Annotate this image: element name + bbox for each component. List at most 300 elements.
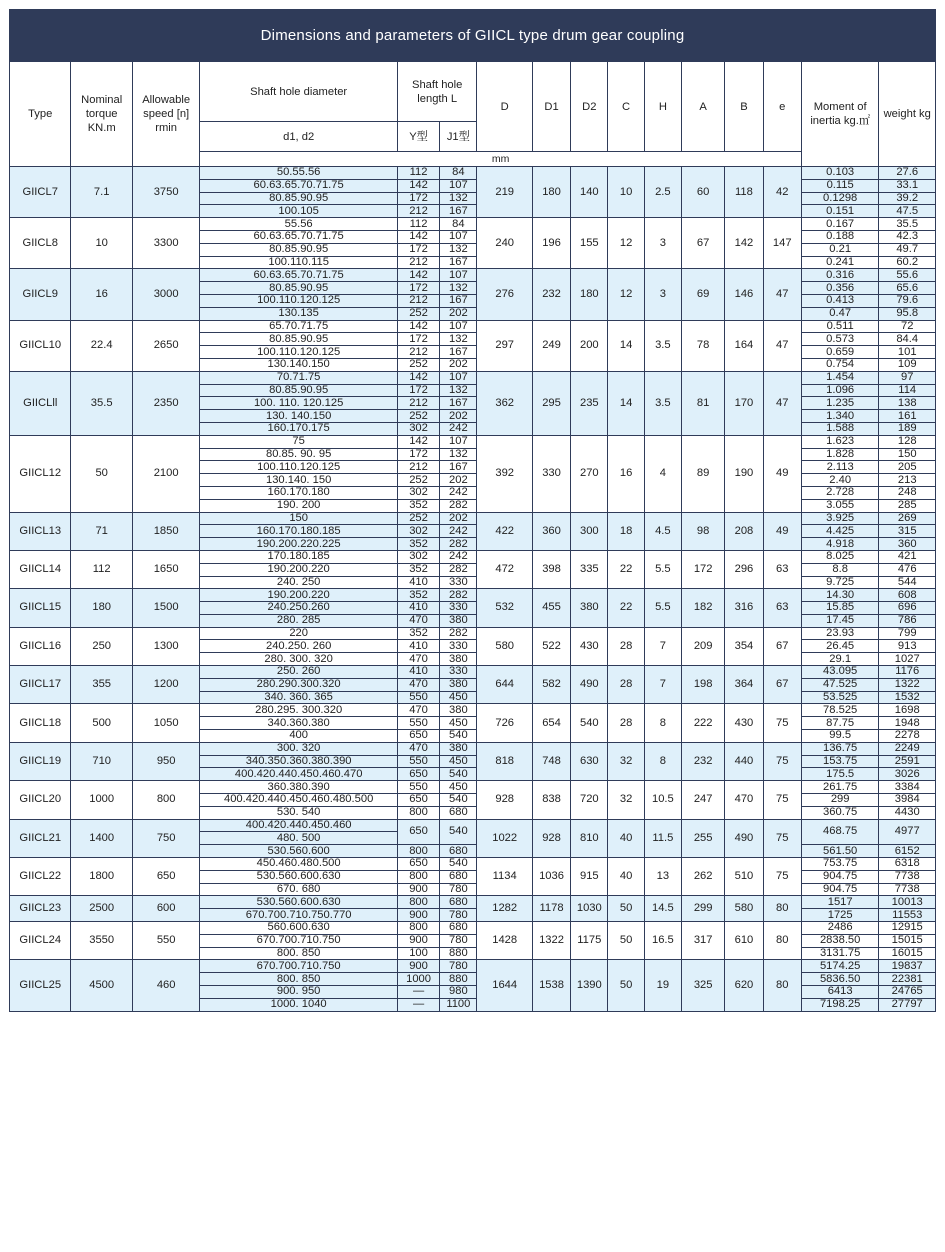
inertia-cell: 53.525 xyxy=(801,691,879,704)
table-row xyxy=(10,819,936,832)
inertia-cell: 1725 xyxy=(801,909,879,922)
diameter-cell: 340. 360. 365 xyxy=(200,691,397,704)
dim-b-cell: 440 xyxy=(725,742,763,780)
dim-c-cell: 50 xyxy=(608,960,644,1011)
weight-cell: 24765 xyxy=(879,986,936,999)
y-length-cell: 550 xyxy=(397,691,439,704)
dim-d2-cell: 630 xyxy=(571,742,608,780)
y-length-cell: 1000 xyxy=(397,973,439,986)
dim-e-cell: 63 xyxy=(763,589,801,627)
type-cell: GIICL12 xyxy=(10,435,71,512)
diameter-cell: 670.700.710.750.770 xyxy=(200,909,397,922)
diameter-cell: 400.420.440.450.460.480.500 xyxy=(200,794,397,807)
y-length-cell: 212 xyxy=(397,397,439,410)
inertia-cell: 5174.25 xyxy=(801,960,879,973)
inertia-cell: 2838.50 xyxy=(801,934,879,947)
inertia-cell: 468.75 xyxy=(801,819,879,845)
speed-cell: 2100 xyxy=(132,435,200,512)
diameter-cell: 480. 500 xyxy=(200,832,397,845)
diameter-cell: 560.600.630 xyxy=(200,922,397,935)
weight-cell: 7738 xyxy=(879,883,936,896)
y-length-cell: 550 xyxy=(397,781,439,794)
weight-cell: 913 xyxy=(879,640,936,653)
inertia-cell: 261.75 xyxy=(801,781,879,794)
diameter-cell: 800. 850 xyxy=(200,947,397,960)
header-j1-type: J1型 xyxy=(440,122,477,152)
inertia-cell: 904.75 xyxy=(801,870,879,883)
type-cell: GIICL7 xyxy=(10,167,71,218)
weight-cell: 22381 xyxy=(879,973,936,986)
weight-cell: 114 xyxy=(879,384,936,397)
weight-cell: 1948 xyxy=(879,717,936,730)
y-length-cell: 172 xyxy=(397,384,439,397)
torque-cell: 180 xyxy=(71,589,132,627)
torque-cell: 3550 xyxy=(71,922,132,960)
dim-d1-cell: 748 xyxy=(532,742,570,780)
header-shaft-length: Shaft hole length L xyxy=(397,62,477,122)
y-length-cell: 252 xyxy=(397,410,439,423)
diameter-cell: 530. 540 xyxy=(200,806,397,819)
inertia-cell: 1.340 xyxy=(801,410,879,423)
dim-b-cell: 296 xyxy=(725,550,763,588)
dim-e-cell: 49 xyxy=(763,512,801,550)
weight-cell: 315 xyxy=(879,525,936,538)
dim-b-cell: 316 xyxy=(725,589,763,627)
weight-cell: 2249 xyxy=(879,742,936,755)
inertia-cell: 360.75 xyxy=(801,806,879,819)
dim-d1-cell: 360 xyxy=(532,512,570,550)
dim-d2-cell: 1390 xyxy=(571,960,608,1011)
inertia-cell: 4.425 xyxy=(801,525,879,538)
header-B: B xyxy=(725,62,763,152)
inertia-cell: 23.93 xyxy=(801,627,879,640)
j1-length-cell: 167 xyxy=(440,461,477,474)
j1-length-cell: 540 xyxy=(440,819,477,845)
dim-e-cell: 75 xyxy=(763,742,801,780)
dim-c-cell: 28 xyxy=(608,704,644,742)
j1-length-cell: 282 xyxy=(440,589,477,602)
speed-cell: 2350 xyxy=(132,371,200,435)
dim-b-cell: 170 xyxy=(725,371,763,435)
type-cell: GIICL20 xyxy=(10,781,71,819)
dim-e-cell: 47 xyxy=(763,371,801,435)
inertia-cell: 153.75 xyxy=(801,755,879,768)
weight-cell: 544 xyxy=(879,576,936,589)
dim-d1-cell: 1322 xyxy=(532,922,570,960)
dim-d2-cell: 490 xyxy=(571,666,608,704)
j1-length-cell: 107 xyxy=(440,179,477,192)
y-length-cell: 302 xyxy=(397,550,439,563)
torque-cell: 35.5 xyxy=(71,371,132,435)
inertia-cell: 753.75 xyxy=(801,858,879,871)
inertia-cell: 2486 xyxy=(801,922,879,935)
weight-cell: 27797 xyxy=(879,998,936,1011)
inertia-cell: 1.588 xyxy=(801,422,879,435)
diameter-cell: 670. 680 xyxy=(200,883,397,896)
weight-cell: 47.5 xyxy=(879,205,936,218)
speed-cell: 460 xyxy=(132,960,200,1011)
j1-length-cell: 780 xyxy=(440,934,477,947)
weight-cell: 138 xyxy=(879,397,936,410)
dim-h-cell: 14.5 xyxy=(644,896,681,922)
j1-length-cell: 202 xyxy=(440,307,477,320)
inertia-cell: 0.103 xyxy=(801,167,879,180)
dim-e-cell: 63 xyxy=(763,550,801,588)
inertia-cell: 6413 xyxy=(801,986,879,999)
j1-length-cell: 540 xyxy=(440,794,477,807)
dim-d1-cell: 295 xyxy=(532,371,570,435)
inertia-cell: 136.75 xyxy=(801,742,879,755)
type-cell: GIICL14 xyxy=(10,550,71,588)
dim-h-cell: 16.5 xyxy=(644,922,681,960)
dim-d-cell: 1644 xyxy=(477,960,532,1011)
dim-d2-cell: 1175 xyxy=(571,922,608,960)
inertia-cell: 3.055 xyxy=(801,499,879,512)
inertia-cell: 2.40 xyxy=(801,474,879,487)
table-row xyxy=(10,167,936,180)
weight-cell: 6152 xyxy=(879,845,936,858)
dim-c-cell: 40 xyxy=(608,858,644,896)
dim-b-cell: 580 xyxy=(725,896,763,922)
dim-h-cell: 11.5 xyxy=(644,819,681,857)
type-cell: GIICLll xyxy=(10,371,71,435)
dim-d-cell: 1022 xyxy=(477,819,532,857)
torque-cell: 22.4 xyxy=(71,320,132,371)
inertia-cell: 175.5 xyxy=(801,768,879,781)
j1-length-cell: 282 xyxy=(440,627,477,640)
weight-cell: 3984 xyxy=(879,794,936,807)
j1-length-cell: 282 xyxy=(440,538,477,551)
inertia-cell: 2.113 xyxy=(801,461,879,474)
j1-length-cell: 107 xyxy=(440,269,477,282)
inertia-cell: 26.45 xyxy=(801,640,879,653)
dim-h-cell: 8 xyxy=(644,742,681,780)
weight-cell: 205 xyxy=(879,461,936,474)
diameter-cell: 160.170.180.185 xyxy=(200,525,397,538)
dim-d-cell: 472 xyxy=(477,550,532,588)
weight-cell: 72 xyxy=(879,320,936,333)
j1-length-cell: 242 xyxy=(440,486,477,499)
inertia-cell: 1.454 xyxy=(801,371,879,384)
weight-cell: 3026 xyxy=(879,768,936,781)
dim-d2-cell: 1030 xyxy=(571,896,608,922)
y-length-cell: 172 xyxy=(397,192,439,205)
table-row xyxy=(10,666,936,679)
dim-d2-cell: 335 xyxy=(571,550,608,588)
diameter-cell: 340.350.360.380.390 xyxy=(200,755,397,768)
speed-cell: 3750 xyxy=(132,167,200,218)
diameter-cell: 100. 110. 120.125 xyxy=(200,397,397,410)
header-weight: weight kg xyxy=(879,62,936,167)
dim-b-cell: 164 xyxy=(725,320,763,371)
dim-c-cell: 18 xyxy=(608,512,644,550)
dim-a-cell: 67 xyxy=(682,218,725,269)
diameter-cell: 100.110.120.125 xyxy=(200,346,397,359)
j1-length-cell: 780 xyxy=(440,883,477,896)
j1-length-cell: 780 xyxy=(440,960,477,973)
y-length-cell: 470 xyxy=(397,742,439,755)
inertia-cell: 0.21 xyxy=(801,243,879,256)
dim-d2-cell: 430 xyxy=(571,627,608,665)
y-length-cell: 212 xyxy=(397,205,439,218)
diameter-cell: 280.290.300.320 xyxy=(200,678,397,691)
inertia-cell: 3131.75 xyxy=(801,947,879,960)
weight-cell: 109 xyxy=(879,358,936,371)
j1-length-cell: 242 xyxy=(440,550,477,563)
dim-d-cell: 818 xyxy=(477,742,532,780)
type-cell: GIICL18 xyxy=(10,704,71,742)
dim-d-cell: 1134 xyxy=(477,858,532,896)
y-length-cell: 800 xyxy=(397,922,439,935)
dim-a-cell: 255 xyxy=(682,819,725,857)
dim-h-cell: 7 xyxy=(644,627,681,665)
j1-length-cell: 330 xyxy=(440,666,477,679)
inertia-cell: 1517 xyxy=(801,896,879,909)
y-length-cell: — xyxy=(397,998,439,1011)
dim-a-cell: 198 xyxy=(682,666,725,704)
type-cell: GIICL10 xyxy=(10,320,71,371)
table-row xyxy=(10,960,936,973)
weight-cell: 49.7 xyxy=(879,243,936,256)
speed-cell: 600 xyxy=(132,896,200,922)
diameter-cell: 75 xyxy=(200,435,397,448)
dim-d1-cell: 928 xyxy=(532,819,570,857)
j1-length-cell: 380 xyxy=(440,653,477,666)
diameter-cell: 900. 950 xyxy=(200,986,397,999)
speed-cell: 2650 xyxy=(132,320,200,371)
speed-cell: 1850 xyxy=(132,512,200,550)
diameter-cell: 240.250. 260 xyxy=(200,640,397,653)
j1-length-cell: 980 xyxy=(440,986,477,999)
weight-cell: 35.5 xyxy=(879,218,936,231)
diameter-cell: 530.560.600 xyxy=(200,845,397,858)
torque-cell: 355 xyxy=(71,666,132,704)
dim-c-cell: 32 xyxy=(608,742,644,780)
inertia-cell: 1.235 xyxy=(801,397,879,410)
torque-cell: 71 xyxy=(71,512,132,550)
j1-length-cell: 380 xyxy=(440,614,477,627)
weight-cell: 1027 xyxy=(879,653,936,666)
dim-a-cell: 60 xyxy=(682,167,725,218)
dim-h-cell: 5.5 xyxy=(644,589,681,627)
j1-length-cell: 540 xyxy=(440,768,477,781)
y-length-cell: 100 xyxy=(397,947,439,960)
speed-cell: 1650 xyxy=(132,550,200,588)
inertia-cell: 17.45 xyxy=(801,614,879,627)
dim-a-cell: 89 xyxy=(682,435,725,512)
weight-cell: 10013 xyxy=(879,896,936,909)
y-length-cell: 650 xyxy=(397,768,439,781)
inertia-cell: 561.50 xyxy=(801,845,879,858)
header-C: C xyxy=(608,62,644,152)
y-length-cell: 302 xyxy=(397,486,439,499)
type-cell: GIICL21 xyxy=(10,819,71,857)
y-length-cell: 550 xyxy=(397,717,439,730)
diameter-cell: 130.135 xyxy=(200,307,397,320)
header-y-type: Y型 xyxy=(397,122,439,152)
diameter-cell: 450.460.480.500 xyxy=(200,858,397,871)
speed-cell: 550 xyxy=(132,922,200,960)
dim-d1-cell: 522 xyxy=(532,627,570,665)
diameter-cell: 190.200.220 xyxy=(200,589,397,602)
dim-e-cell: 147 xyxy=(763,218,801,269)
j1-length-cell: 680 xyxy=(440,870,477,883)
y-length-cell: 302 xyxy=(397,525,439,538)
y-length-cell: 142 xyxy=(397,371,439,384)
weight-cell: 269 xyxy=(879,512,936,525)
diameter-cell: 80.85.90.95 xyxy=(200,192,397,205)
dim-h-cell: 5.5 xyxy=(644,550,681,588)
weight-cell: 95.8 xyxy=(879,307,936,320)
dim-d1-cell: 1036 xyxy=(532,858,570,896)
inertia-cell: 1.828 xyxy=(801,448,879,461)
weight-cell: 421 xyxy=(879,550,936,563)
y-length-cell: 352 xyxy=(397,589,439,602)
weight-cell: 97 xyxy=(879,371,936,384)
dim-b-cell: 470 xyxy=(725,781,763,819)
j1-length-cell: 167 xyxy=(440,397,477,410)
table-row xyxy=(10,371,936,384)
torque-cell: 4500 xyxy=(71,960,132,1011)
diameter-cell: 60.63.65.70.71.75 xyxy=(200,269,397,282)
inertia-cell: 0.188 xyxy=(801,230,879,243)
weight-cell: 1322 xyxy=(879,678,936,691)
type-cell: GIICL15 xyxy=(10,589,71,627)
weight-cell: 4977 xyxy=(879,819,936,845)
header-D1: D1 xyxy=(532,62,570,152)
dim-d-cell: 240 xyxy=(477,218,532,269)
dim-b-cell: 208 xyxy=(725,512,763,550)
speed-cell: 750 xyxy=(132,819,200,857)
dim-a-cell: 317 xyxy=(682,922,725,960)
speed-cell: 3000 xyxy=(132,269,200,320)
y-length-cell: 302 xyxy=(397,422,439,435)
y-length-cell: 252 xyxy=(397,358,439,371)
header-d1d2: d1, d2 xyxy=(200,122,397,152)
y-length-cell: 252 xyxy=(397,307,439,320)
dim-b-cell: 510 xyxy=(725,858,763,896)
dim-e-cell: 75 xyxy=(763,704,801,742)
table-row xyxy=(10,704,936,717)
j1-length-cell: 202 xyxy=(440,474,477,487)
diameter-cell: 80.85.90.95 xyxy=(200,384,397,397)
j1-length-cell: 167 xyxy=(440,205,477,218)
dim-h-cell: 7 xyxy=(644,666,681,704)
inertia-cell: 8.025 xyxy=(801,550,879,563)
inertia-cell: 0.115 xyxy=(801,179,879,192)
dim-d-cell: 1282 xyxy=(477,896,532,922)
j1-length-cell: 84 xyxy=(440,167,477,180)
dim-c-cell: 50 xyxy=(608,896,644,922)
type-cell: GIICL23 xyxy=(10,896,71,922)
diameter-cell: 530.560.600.630 xyxy=(200,896,397,909)
diameter-cell: 100.110.120.125 xyxy=(200,294,397,307)
diameter-cell: 670.700.710.750 xyxy=(200,934,397,947)
dim-d1-cell: 582 xyxy=(532,666,570,704)
type-cell: GIICL13 xyxy=(10,512,71,550)
diameter-cell: 160.170.180 xyxy=(200,486,397,499)
inertia-cell: 0.151 xyxy=(801,205,879,218)
j1-length-cell: 167 xyxy=(440,294,477,307)
dim-d1-cell: 330 xyxy=(532,435,570,512)
y-length-cell: 800 xyxy=(397,806,439,819)
weight-cell: 786 xyxy=(879,614,936,627)
inertia-cell: 0.316 xyxy=(801,269,879,282)
speed-cell: 950 xyxy=(132,742,200,780)
j1-length-cell: 132 xyxy=(440,243,477,256)
inertia-cell: 5836.50 xyxy=(801,973,879,986)
dim-e-cell: 67 xyxy=(763,666,801,704)
y-length-cell: 142 xyxy=(397,230,439,243)
y-length-cell: 650 xyxy=(397,819,439,845)
diameter-cell: 130.140.150 xyxy=(200,358,397,371)
j1-length-cell: 450 xyxy=(440,691,477,704)
j1-length-cell: 780 xyxy=(440,909,477,922)
dim-h-cell: 3 xyxy=(644,218,681,269)
weight-cell: 128 xyxy=(879,435,936,448)
table-row xyxy=(10,550,936,563)
y-length-cell: 410 xyxy=(397,576,439,589)
dim-c-cell: 12 xyxy=(608,218,644,269)
dim-d-cell: 644 xyxy=(477,666,532,704)
dim-b-cell: 146 xyxy=(725,269,763,320)
table-row xyxy=(10,512,936,525)
torque-cell: 1400 xyxy=(71,819,132,857)
dim-d2-cell: 140 xyxy=(571,167,608,218)
type-cell: GIICL16 xyxy=(10,627,71,665)
y-length-cell: 112 xyxy=(397,218,439,231)
j1-length-cell: 132 xyxy=(440,448,477,461)
y-length-cell: 900 xyxy=(397,909,439,922)
torque-cell: 710 xyxy=(71,742,132,780)
weight-cell: 84.4 xyxy=(879,333,936,346)
j1-length-cell: 540 xyxy=(440,858,477,871)
y-length-cell: 410 xyxy=(397,602,439,615)
diameter-cell: 800. 850 xyxy=(200,973,397,986)
weight-cell: 285 xyxy=(879,499,936,512)
dim-e-cell: 80 xyxy=(763,922,801,960)
diameter-cell: 400.420.440.450.460.470 xyxy=(200,768,397,781)
dim-d1-cell: 654 xyxy=(532,704,570,742)
speed-cell: 1050 xyxy=(132,704,200,742)
j1-length-cell: 1100 xyxy=(440,998,477,1011)
dim-a-cell: 209 xyxy=(682,627,725,665)
diameter-cell: 400.420.440.450.460 xyxy=(200,819,397,832)
y-length-cell: 142 xyxy=(397,269,439,282)
torque-cell: 16 xyxy=(71,269,132,320)
y-length-cell: 112 xyxy=(397,167,439,180)
dim-e-cell: 67 xyxy=(763,627,801,665)
dim-d2-cell: 540 xyxy=(571,704,608,742)
table-row xyxy=(10,742,936,755)
j1-length-cell: 450 xyxy=(440,717,477,730)
type-cell: GIICL22 xyxy=(10,858,71,896)
y-length-cell: 142 xyxy=(397,435,439,448)
weight-cell: 101 xyxy=(879,346,936,359)
j1-length-cell: 680 xyxy=(440,845,477,858)
inertia-cell: 3.925 xyxy=(801,512,879,525)
table-body xyxy=(10,167,936,1012)
speed-cell: 650 xyxy=(132,858,200,896)
weight-cell: 27.6 xyxy=(879,167,936,180)
j1-length-cell: 107 xyxy=(440,371,477,384)
dim-d-cell: 297 xyxy=(477,320,532,371)
y-length-cell: 410 xyxy=(397,666,439,679)
dim-h-cell: 4 xyxy=(644,435,681,512)
j1-length-cell: 680 xyxy=(440,922,477,935)
weight-cell: 79.6 xyxy=(879,294,936,307)
y-length-cell: 142 xyxy=(397,320,439,333)
